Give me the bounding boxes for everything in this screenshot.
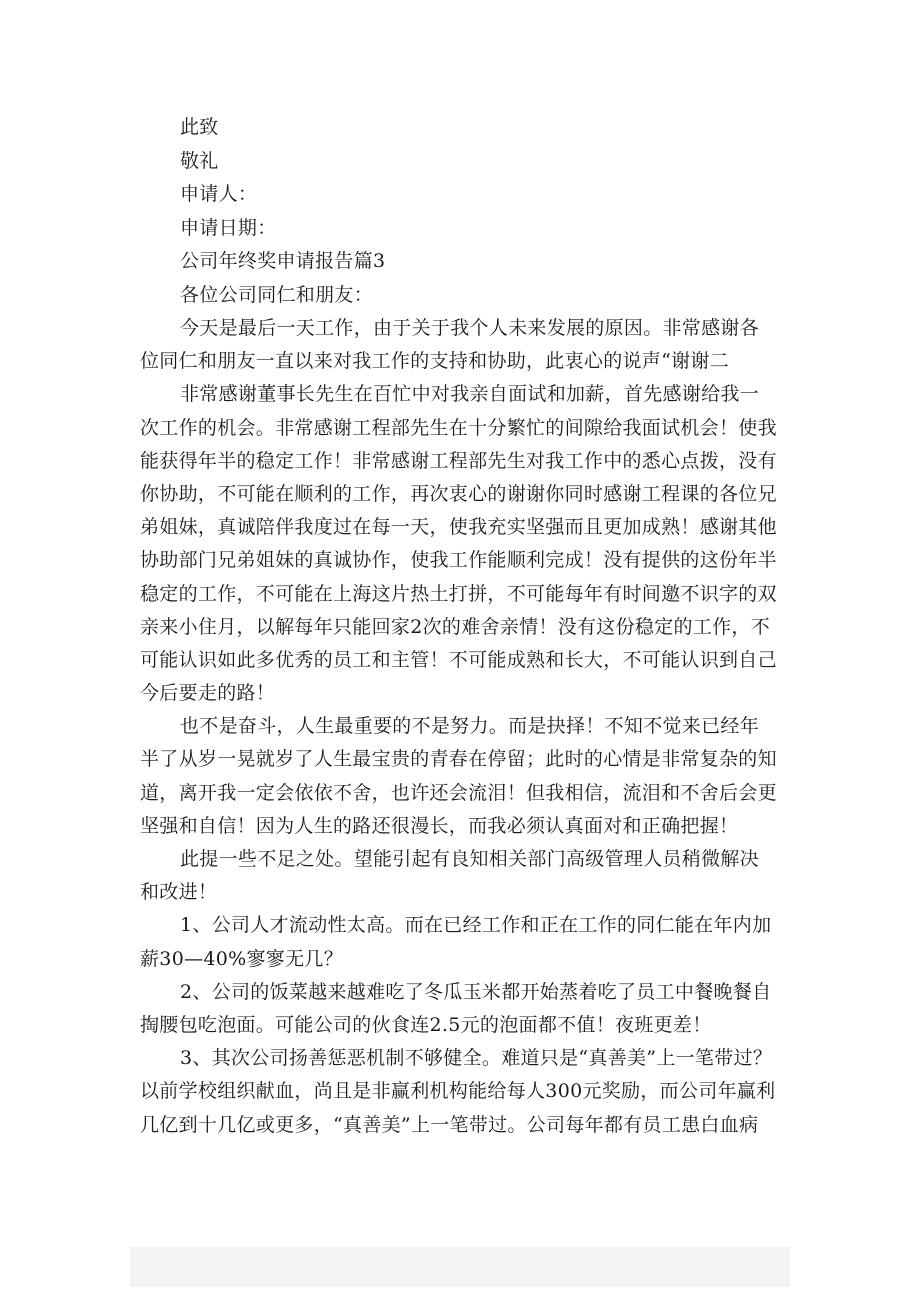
paragraph-line: 协助部门兄弟姐妹的真诚协作，使我工作能顺利完成！没有提供的这份年半 bbox=[140, 549, 777, 572]
section-title: 公司年终奖申请报告篇3 bbox=[180, 250, 386, 272]
body-paragraph bbox=[140, 909, 794, 975]
body-paragraphs bbox=[140, 312, 794, 1142]
paragraph-line: 今后要走的路！ bbox=[140, 682, 276, 705]
paragraph-line: 坚强和自信！因为人生的路还很漫长，而我必须认真面对和正确把握！ bbox=[140, 814, 739, 837]
salutation-line: 敬礼 bbox=[180, 149, 219, 172]
paragraph-line: 此提一些不足之处。望能引起有良知相关部门高级管理人员稍微解决 bbox=[180, 848, 760, 870]
paragraph-line: 1、公司人才流动性太高。而在已经工作和正在工作的同仁能在年内加 bbox=[180, 914, 772, 937]
paragraph-line: 可能认识如此多优秀的员工和主管！不可能成熟和长大，不可能认识到自己 bbox=[140, 648, 777, 671]
body-paragraph bbox=[140, 312, 794, 378]
paragraph-line: 薪30—40%寥寥无几？ bbox=[140, 947, 344, 970]
paragraph-line: 道，离开我一定会依依不舍，也许还会流泪！但我相信，流泪和不舍后会更 bbox=[140, 781, 777, 804]
footer-bar bbox=[130, 1247, 790, 1287]
paragraph-line: 弟姐妹，真诚陪伴我度过在每一天，使我充实坚强而且更加成熟！感谢其他 bbox=[140, 516, 777, 539]
paragraph-line: 你协助，不可能在顺利的工作，再次衷心的谢谢你同时感谢工程课的各位兄 bbox=[140, 482, 777, 505]
paragraph-line: 半了从岁一晃就岁了人生最宝贵的青春在停留；此时的心情是非常复杂的知 bbox=[140, 748, 777, 771]
paragraph-line: 亲来小住月，以解每年只能回家2次的难舍亲情！没有这份稳定的工作，不 bbox=[140, 615, 770, 638]
document-body bbox=[140, 111, 794, 1142]
paragraph-line: 以前学校组织献血，尚且是非赢利机构能给每人300元奖励，而公司年赢利 bbox=[140, 1080, 776, 1103]
paragraph-line: 稳定的工作，不可能在上海这片热土打拼，不可能每年有时间邀不识字的双 bbox=[140, 582, 777, 605]
paragraph-line: 位同仁和朋友一直以来对我工作的支持和协助，此衷心的说声“谢谢二 bbox=[140, 350, 730, 373]
applicant-line: 申请人： bbox=[180, 183, 258, 205]
paragraph-line: 次工作的机会。非常感谢工程部先生在十分繁忙的间隙给我面试机会！使我 bbox=[140, 416, 777, 439]
paragraph-line: 也不是奋斗，人生最重要的不是努力。而是抉择！不知不觉来已经年 bbox=[180, 715, 760, 738]
paragraph-line: 能获得年半的稳定工作！非常感谢工程部先生对我工作中的悉心点拨，没有 bbox=[140, 449, 777, 472]
paragraph-line: 2、公司的饭菜越来越难吃了冬瓜玉米都开始蒸着吃了员工中餐晚餐自 bbox=[180, 980, 772, 1003]
paragraph-line: 掏腰包吃泡面。可能公司的伙食连2.5元的泡面都不值！夜班更差！ bbox=[140, 1013, 712, 1036]
paragraph-line: 非常感谢董事长先生在百忙中对我亲自面试和加薪，首先感谢给我一 bbox=[180, 383, 760, 406]
body-paragraph bbox=[140, 378, 794, 710]
body-paragraph bbox=[140, 710, 794, 843]
closing-line: 此致 bbox=[180, 116, 219, 138]
paragraph-line: 今天是最后一天工作，由于关于我个人未来发展的原因。非常感谢各 bbox=[180, 317, 760, 339]
paragraph-line: 几亿到十几亿或更多，“真善美”上一笔带过。公司每年都有员工患白血病 bbox=[140, 1113, 759, 1136]
body-paragraph bbox=[140, 976, 794, 1042]
body-paragraph bbox=[140, 1042, 794, 1142]
date-line: 申请日期： bbox=[180, 216, 277, 239]
body-paragraph bbox=[140, 843, 794, 909]
paragraph-line: 3、其次公司扬善惩恶机制不够健全。难道只是“真善美”上一笔带过？ bbox=[180, 1047, 773, 1070]
greeting-line: 各位公司同仁和朋友： bbox=[180, 283, 374, 306]
paragraph-line: 和改进！ bbox=[140, 881, 218, 904]
